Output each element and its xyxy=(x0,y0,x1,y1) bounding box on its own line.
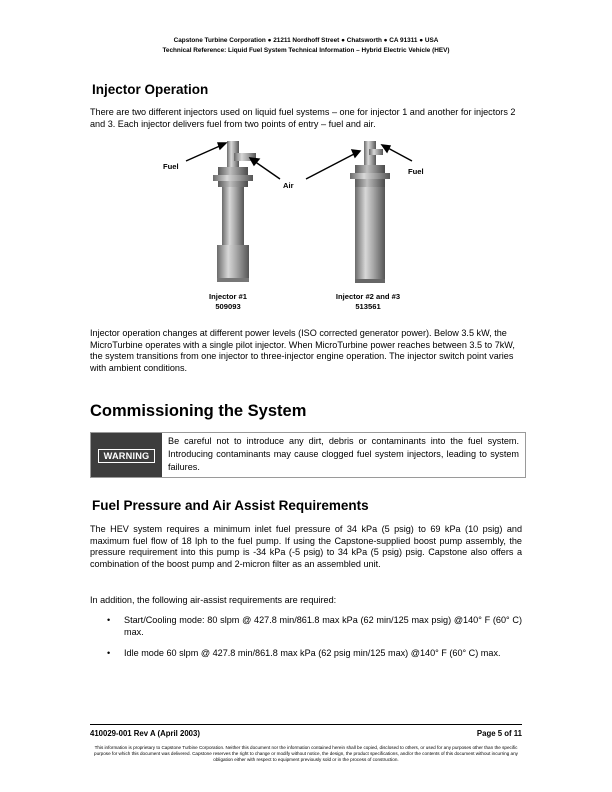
header-company-line: Capstone Turbine Corporation ● 21211 Nordhoff Street ● Chatsworth ● CA 91311 ● USA xyxy=(173,37,439,44)
fuel-label-left: Fuel xyxy=(163,162,179,171)
footer-page-number: Page 5 of 11 xyxy=(476,729,522,738)
injector-1-name: Injector #1 xyxy=(209,292,247,301)
list-item-text: Idle mode 60 slpm @ 427.8 min/861.8 max kPa (62 psig min/125 max) @140° F (60° C) max. xyxy=(124,647,501,658)
fuel-pressure-heading: Fuel Pressure and Air Assist Requirements xyxy=(92,498,369,513)
injector-2-3-caption xyxy=(318,292,418,311)
injector-1-caption xyxy=(192,292,264,311)
warning-label: WARNING xyxy=(98,449,155,463)
warning-box xyxy=(90,432,526,478)
list-item xyxy=(90,648,522,660)
injector-2-3-part-number: 513561 xyxy=(355,301,381,311)
air-assist-list xyxy=(90,615,522,668)
injector-operation-paragraph: Injector operation changes at different power levels (ISO corrected generator power). Below 3.5 kW, the MicroTurbine operates with a single pilot injector. When MicroTurbine power reaches between 3.5 to 7kW, the system transitions from one injector to three-injector engine operation. The injector switch point varies with ambient conditions. xyxy=(90,328,515,373)
fuel-right-arrow xyxy=(382,145,412,161)
footer-divider xyxy=(90,724,522,725)
injector-1-image xyxy=(213,141,256,282)
injector-2-3-name: Injector #2 and #3 xyxy=(335,292,401,301)
injector-1-part-number: 509093 xyxy=(215,301,241,311)
air-arrow xyxy=(250,158,280,179)
list-item-text: Start/Cooling mode: 80 slpm @ 427.8 min/861.8 max kPa (62 min/125 max psig) @140° F (60° C) max. xyxy=(124,615,522,637)
fuel-left-arrow xyxy=(186,143,226,161)
bullet-icon: • xyxy=(107,647,111,658)
fuel-label-right: Fuel xyxy=(408,167,424,176)
header-reference-line: Technical Reference: Liquid Fuel System Technical Information – Hybrid Electric Vehicle (HEV) xyxy=(162,47,450,54)
list-item xyxy=(90,615,522,639)
bullet-icon: • xyxy=(107,615,111,625)
injector-intro-paragraph: There are two different injectors used on liquid fuel systems – one for injector 1 and another for injectors 2 and 3. Each injector delivers fuel from two points of entry – fuel and air. xyxy=(90,107,516,129)
injector-operation-heading: Injector Operation xyxy=(92,82,209,97)
commissioning-heading: Commissioning the System xyxy=(90,402,307,420)
injector-figure xyxy=(150,135,470,320)
warning-label-cell xyxy=(91,433,162,477)
footer-document-id: 410029-001 Rev A (April 2003) xyxy=(90,729,200,738)
footer-disclaimer: This information is proprietary to Capstone Turbine Corporation. Neither this document nor the information contained herein shall be copied, disclosed to others, or used for any purposes other than the specific purpose for which this document was delivered. Capstone reserves the right to change or modify without notice, the design, the product specifications, and/or the contents of this document without incurring any obligation either with respect to equipment previously sold or in the process of construction. xyxy=(94,745,518,762)
air-assist-intro: In addition, the following air-assist requirements are required: xyxy=(90,595,337,605)
injector-2-3-image xyxy=(350,141,390,283)
fuel-pressure-paragraph: The HEV system requires a minimum inlet fuel pressure of 34 kPa (5 psig) to 69 kPa (10 psig) and maximum fuel flow of 18 lph to the fuel pump. If using the Capstone-supplied boost pump assembly, the pressure requirement into this pump is -34 kPa (-5 psig) to 34 kPa (5 psig) psig. Capstone also offers a combination of the boost pump and 2-micron filter as an assembled unit. xyxy=(90,524,522,569)
air-label: Air xyxy=(283,181,294,190)
warning-text: Be careful not to introduce any dirt, debris or contaminants into the fuel system. Introducing contaminants may cause clogged fuel system injectors, leading to system failures. xyxy=(168,436,519,472)
